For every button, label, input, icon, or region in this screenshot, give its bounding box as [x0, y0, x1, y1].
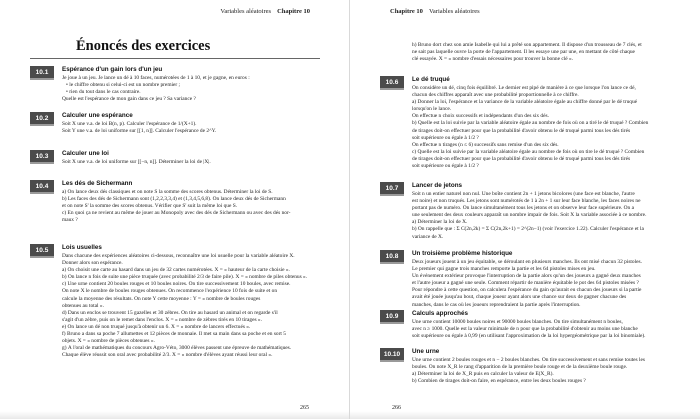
exercise-title: Calculs approchés	[412, 310, 468, 317]
exercise-text: une seulement des deux couleurs apparaît un nombre impair de fois. Soit X la variable associée à ce nombre.	[412, 212, 647, 219]
running-head: Chapitre 10 Variables aléatoires	[390, 8, 480, 15]
exercise-title: Lancer de jetons	[412, 182, 463, 189]
exercise-text: c) Une urne contient 20 boules rouges et 10 boules noires. On tire successivement 10 boules, avec remise.	[62, 281, 291, 288]
exercise-text: b) Les faces des dés de Sichermann sont (1,2,2,3,3,4) et (1,3,4,5,6,8). On lance deux dés de Sichermann	[62, 196, 286, 203]
exercise-title: Espérance d'un gain lors d'un jeu	[62, 66, 163, 73]
exercise-text: soit supérieure ou égale à 0,99 (en utilisant l'approximation de la loi hypergéométrique par la loi binomiale).	[412, 333, 646, 340]
exercise-text: a) Donner la loi, l'espérance et la variance de la variable aléatoire égale au chiffre donné par le dé truqué	[412, 99, 638, 106]
page-edge-shadow	[350, 411, 700, 419]
exercise-text: Soit Y une v.a. de loi uniforme sur [[1, n]]. Calculer l'espérance de 2^Y.	[62, 128, 217, 135]
exercise-text: a) Déterminer la loi de X_R puis en calculer la valeur de E(X_R).	[412, 371, 554, 378]
exercise-title: Les dés de Sichermann	[62, 180, 133, 187]
exercise-title: Le dé truqué	[412, 76, 450, 83]
title-rule	[30, 58, 320, 59]
exercise-text: Deux joueurs jouent à un jeu équitable, se déroulant en plusieurs manches. Ils ont misé chacun 32 pistoles.	[412, 259, 642, 265]
exercise-text: Un événement extérieur provoque l'interruption de la partie alors qu'un des joueurs a gagné deux manches	[412, 273, 641, 280]
exercise-text: On effectue n tirages (n ≤ 6) successifs sans remise d'un des six dés.	[412, 141, 559, 148]
exercise-text: boules. On note X_R le rang d'apparition de la première boule rouge et de la deuxième boule rouge.	[412, 364, 628, 371]
exercise-text: e) On lance un dé non truqué jusqu'à obtenir un 6. X = « nombre de lancers effectués ».	[62, 323, 251, 330]
exercise-number-badge: 10.9	[380, 310, 404, 322]
exercise-text: maux ?	[62, 217, 78, 224]
exercise-text: soit supérieure ou égale à 1/2 ?	[412, 134, 479, 141]
exercise-text: soit supérieure ou égale à 1/2 ?	[412, 163, 479, 170]
exercise-text: et l'autre joueur a gagné une seule. Comment répartir de manière équitable le pot des 64 pistoles misées ?	[412, 280, 639, 287]
exercise-text: b) Combien de tirages doit-on faire, en espérance, entre les deux boules rouges ?	[412, 378, 586, 385]
exercise-text: g) À l'oral de mathématiques du concours Agro-Véto, 3000 élèves passent une épreuve de mathématiques.	[62, 345, 292, 352]
exercise-text: h) Bruno dort chez son amie Isabelle qui lui a prêté son appartement. Il dispose d'un trousseau de 7 clés, et	[412, 42, 642, 48]
exercise-text: Soit n un entier naturel non nul. Une boîte contient 2n + 1 jetons bicolores (une face est blanche, l'autre	[412, 191, 635, 197]
exercise-text: On effectue n choix successifs et indépendants d'un des six dés.	[412, 113, 549, 120]
exercise-text: objets. X = « nombre de pièces obtenues ».	[62, 338, 155, 345]
exercise-text: Une urne contient 2 boules rouges et n − 2 boules blanches. On tire successivement et sans remise toutes les	[412, 357, 645, 363]
exercise-text: c) En quoi ça ne revient au même de jouer au Monopoly avec des dés de Sichermann ou avec des dés nor-	[62, 210, 291, 217]
exercise-text: de tirages doit-on effectuer pour que la probabilité d'avoir obtenu le dé truqué parmi tous les dés tirés	[412, 127, 631, 134]
exercise-text: avec n ≥ 1000. Quelle est la valeur minimale de n pour que la probabilité d'obtenir au moins une blanche	[412, 326, 638, 333]
page-title: Énoncés des exercices	[76, 38, 211, 54]
exercise-text: ne sait pas laquelle ouvre la porte de l'appartement. Il les essaye une par une, en mettant de côté chaque	[412, 49, 635, 56]
exercise-10-5-continued	[380, 42, 680, 63]
exercise-text: Chaque élève réussit son oral avec probabilité 2/3. X = « nombre d'élèves ayant réussi leur oral ».	[62, 352, 273, 359]
exercise-text: clé essayée. X = « nombre d'essais nécessaires pour trouver la bonne clé ».	[412, 56, 574, 63]
exercise-number-badge: 10.10	[380, 348, 404, 360]
exercise-10-7	[380, 182, 680, 241]
exercise-text: d) Dans un enclos se trouvent 15 gazelles et 30 zèbres. On tire au hasard un animal et on regarde s'il	[62, 309, 278, 316]
bullet-item: • le chiffre obtenu si celui-ci est un nombre premier ;	[66, 82, 181, 89]
exercise-title: Lois usuelles	[62, 244, 102, 251]
exercise-text: On note X le nombre de boules rouges obtenues. On recommence l'expérience 10 fois de suite et on	[62, 288, 278, 295]
exercise-text: a) On choisit une carte au hasard dans un jeu de 32 cartes numérotées. X = « hauteur de la carte choisie ».	[62, 267, 290, 274]
exercise-10-8	[380, 250, 680, 309]
exercise-text: Pour répondre à cette question, on calculera l'espérance du gain qu'aurait eu chacun des joueurs si la partie	[412, 287, 642, 294]
exercise-text: Soit X une v.a. de loi B(n, p). Calculer l'espérance de 1/(X+1).	[62, 121, 197, 127]
exercise-number-badge: 10.4	[30, 180, 54, 192]
exercise-text: On considère un dé, cinq fois équilibré. Le dernier est pipé de manière à ce que lorsque l'on lance ce dé,	[412, 85, 636, 91]
exercise-number-badge: 10.5	[30, 244, 54, 256]
exercise-text: c) Quelle est la loi suivie par la variable aléatoire égale au nombre de fois où on tire le dé truqué ? Combien	[412, 148, 645, 155]
exercise-text: f) Bruno a dans sa poche 7 allumettes et 12 pièces de monnaie. Il met sa main dans sa poche et en sort 5	[62, 331, 286, 338]
exercise-text: Donner alors son espérance.	[62, 260, 123, 267]
exercise-number-badge: 10.6	[380, 76, 404, 88]
exercise-10-6	[380, 76, 680, 170]
exercise-text: a) Déterminer la loi de X.	[412, 219, 468, 226]
running-head: Variables aléatoires Chapitre 10	[220, 8, 310, 15]
exercise-text: de tirages doit-on effectuer pour que la probabilité d'avoir obtenu le dé truqué parmi tous les dés tirés	[412, 155, 631, 162]
exercise-10-5	[30, 244, 330, 359]
exercise-text: Dans chacune des expériences aléatoires ci-dessous, reconnaître une loi usuelle pour la variable aléatoire X.	[62, 253, 295, 259]
exercise-text: Une urne contient 10000 boules noires et 90000 boules blanches. On tire simultanément n boules,	[412, 319, 623, 325]
exercise-text: s'agit d'un zèbre, puis on le remet dans l'enclos. X = « nombre de zèbres tirés en 10 tirages ».	[62, 316, 262, 323]
exercise-text: b) On lance n fois de suite une pièce truquée (avec probabilité 2/3 de faire pile). X = « nombre de piles obtenus ».	[62, 274, 308, 281]
exercise-10-1	[30, 66, 330, 103]
exercise-title: Calculer une espérance	[62, 112, 133, 119]
exercise-text: variance de X.	[412, 233, 444, 240]
exercise-10-9	[380, 310, 680, 340]
exercise-10-2	[30, 112, 330, 135]
bullet-item: • rien du tout dans le cas contraire.	[66, 89, 141, 96]
exercise-10-10	[380, 348, 680, 385]
exercise-text: b) On rappelle que : Σ C(2n,2k) = Σ C(2n,2k+1) = 2^(2n−1) (voir l'exercice 1.22). Calculer l'espérance et la	[412, 226, 644, 233]
exercise-text: est noire) et non truqués. Les jetons sont numérotés de 1 à 2n + 1 sur leur face blanche, les faces noires ne	[412, 198, 641, 205]
exercise-text: Je joue à un jeu. Je lance un dé à 10 faces, numérotées de 1 à 10, et je gagne, en euros :	[62, 75, 250, 81]
exercise-title: Calculer une loi	[62, 150, 109, 157]
exercise-number-badge: 10.8	[380, 250, 404, 262]
exercise-text: b) Quelle est la loi suivie par la variable aléatoire égale au nombre de fois où on a tiré le dé truqué ? Combien	[412, 120, 649, 127]
exercise-text: chacun des chiffres apparaît avec une probabilité proportionnelle à ce chiffre.	[412, 92, 579, 99]
exercise-text: avait été jouée jusqu'au bout, chaque joueur ayant alors une chance sur deux de gagner chacune des	[412, 294, 627, 301]
page-number: 266	[392, 405, 401, 411]
page-number: 265	[300, 405, 309, 411]
exercise-text: manches, dans le cas où les joueurs reprendraient la partie après l'interruption.	[412, 301, 581, 308]
exercise-number-badge: 10.7	[380, 182, 404, 194]
exercise-text: Soit X une v.a. de loi uniforme sur [[−n, n]]. Déterminer la loi de |X|.	[62, 159, 211, 165]
exercise-10-3	[30, 150, 330, 166]
exercise-text: et on note S' la somme des scores obtenus. Vérifier que S' suit la même loi que S.	[62, 203, 238, 210]
exercise-number-badge: 10.3	[30, 150, 54, 162]
exercise-text: lorsqu'on le lance.	[412, 106, 452, 113]
exercise-text: portant pas de numéro. On lance simultanément tous les jetons et on observe leur face supérieure. On a	[412, 205, 634, 212]
exercise-text: Quelle est l'espérance de mon gain dans ce jeu ? Sa variance ?	[62, 96, 196, 103]
exercise-title: Un troisième problème historique	[412, 250, 513, 257]
exercise-text: calcule la moyenne des résultats. On note Y cette moyenne : Y = « nombre de boules rouges	[62, 295, 261, 302]
exercise-number-badge: 10.2	[30, 112, 54, 124]
page-edge-shadow	[0, 411, 350, 419]
exercise-text: a) On lance deux dés classiques et on note S la somme des scores obtenus. Déterminer la loi de S.	[62, 189, 273, 195]
exercise-text: obtenues au total ».	[62, 302, 104, 309]
right-page	[350, 0, 700, 419]
exercise-10-4	[30, 180, 330, 224]
exercise-text: Le premier qui gagne trois manches remporte la partie et les 64 pistoles mises en jeu.	[412, 266, 596, 273]
exercise-number-badge: 10.1	[30, 66, 54, 78]
exercise-title: Une urne	[412, 348, 440, 355]
